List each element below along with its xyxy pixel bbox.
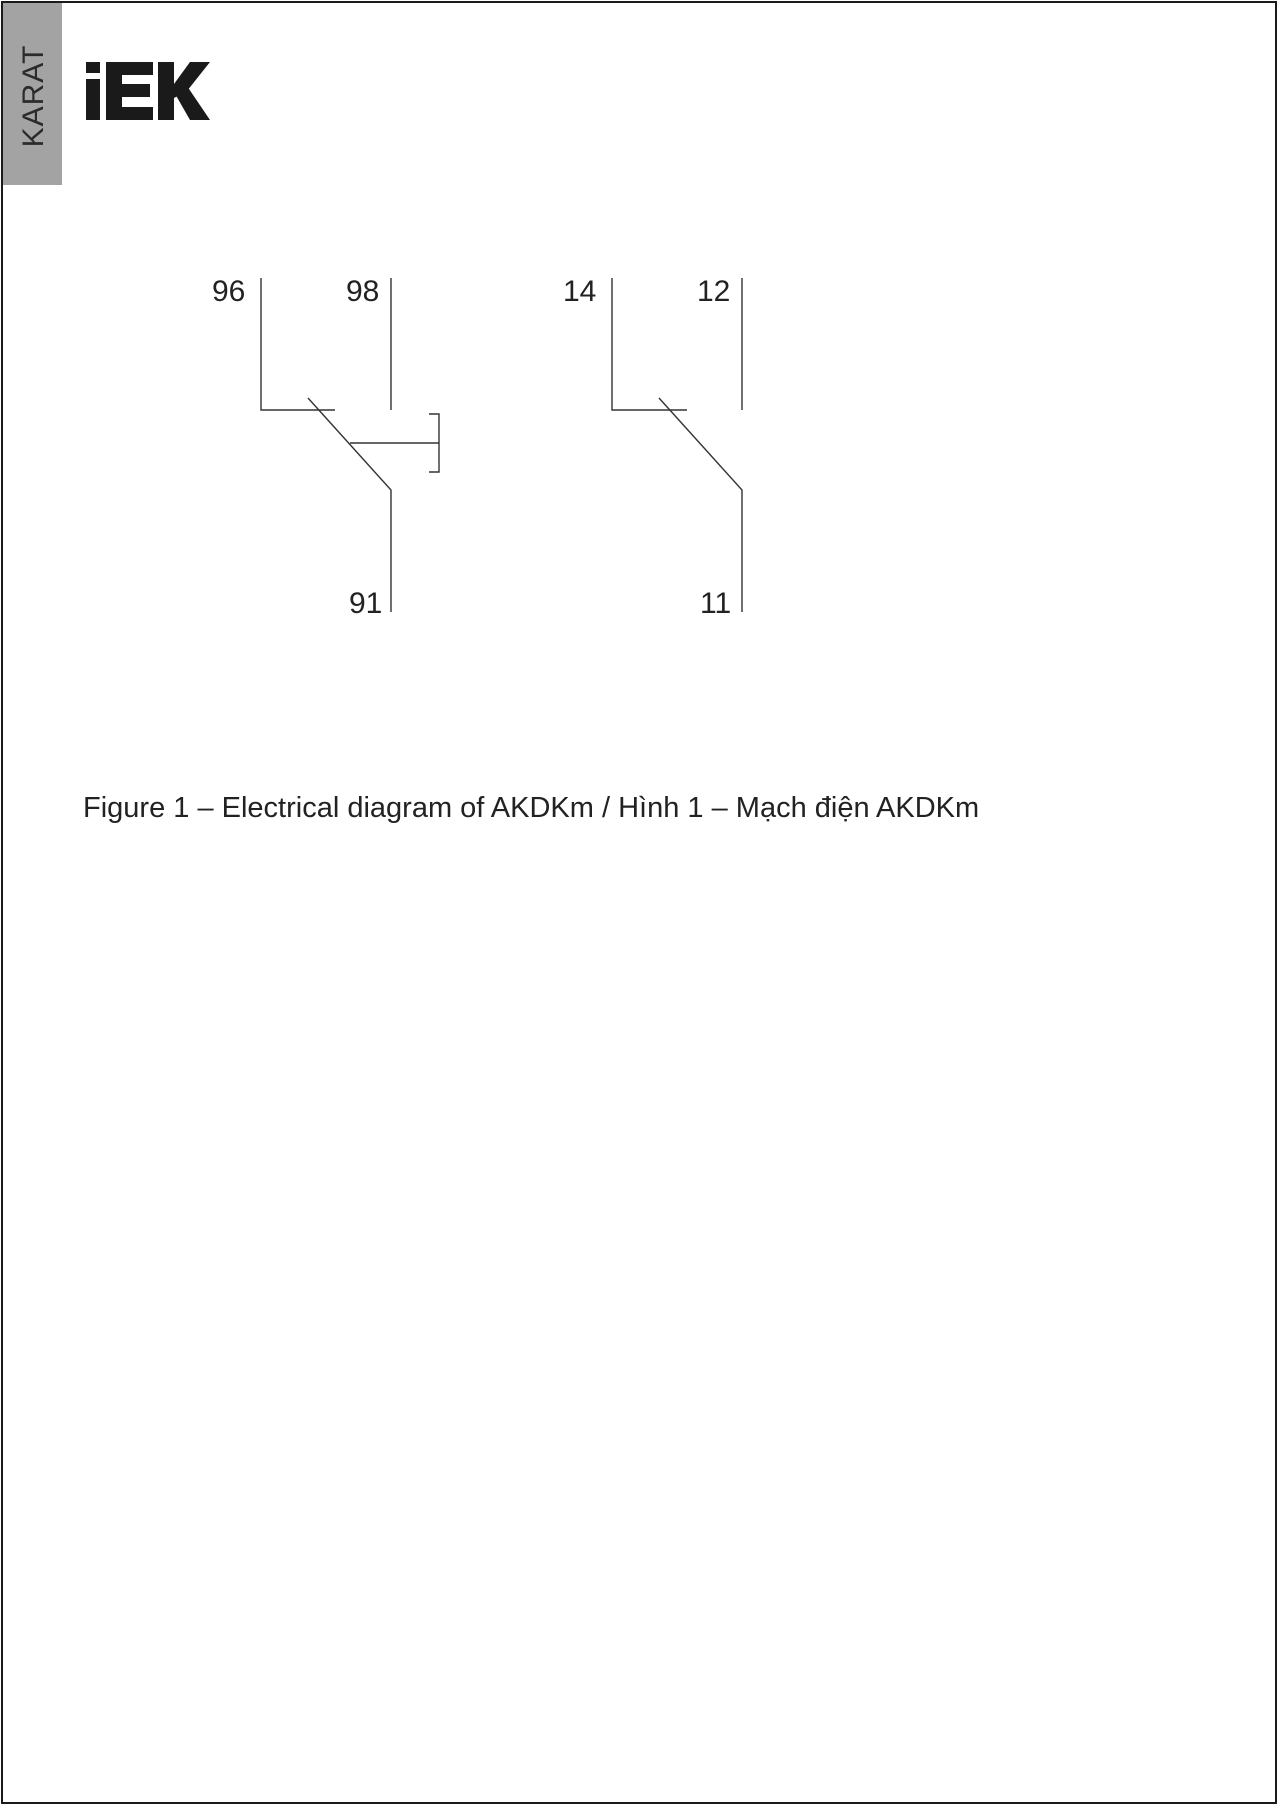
terminal-14-wire	[612, 278, 687, 410]
terminal-label-96: 96	[212, 275, 246, 308]
brand-tab-label: KARAT	[17, 44, 50, 148]
contact-block-1	[212, 275, 439, 620]
terminal-label-98: 98	[346, 275, 380, 308]
terminal-11-wire	[659, 398, 742, 612]
terminal-label-11: 11	[700, 587, 732, 620]
electrical-diagram	[0, 0, 1280, 700]
contact-block-2	[563, 275, 742, 620]
terminal-label-91: 91	[349, 587, 383, 620]
terminal-label-14: 14	[563, 275, 597, 308]
figure-caption: Figure 1 – Electrical diagram of AKDKm / Hình 1 – Mạch điện AKDKm	[83, 792, 980, 824]
terminal-label-12: 12	[697, 275, 731, 308]
terminal-91-wire	[308, 398, 391, 612]
terminal-96-wire	[261, 278, 335, 410]
